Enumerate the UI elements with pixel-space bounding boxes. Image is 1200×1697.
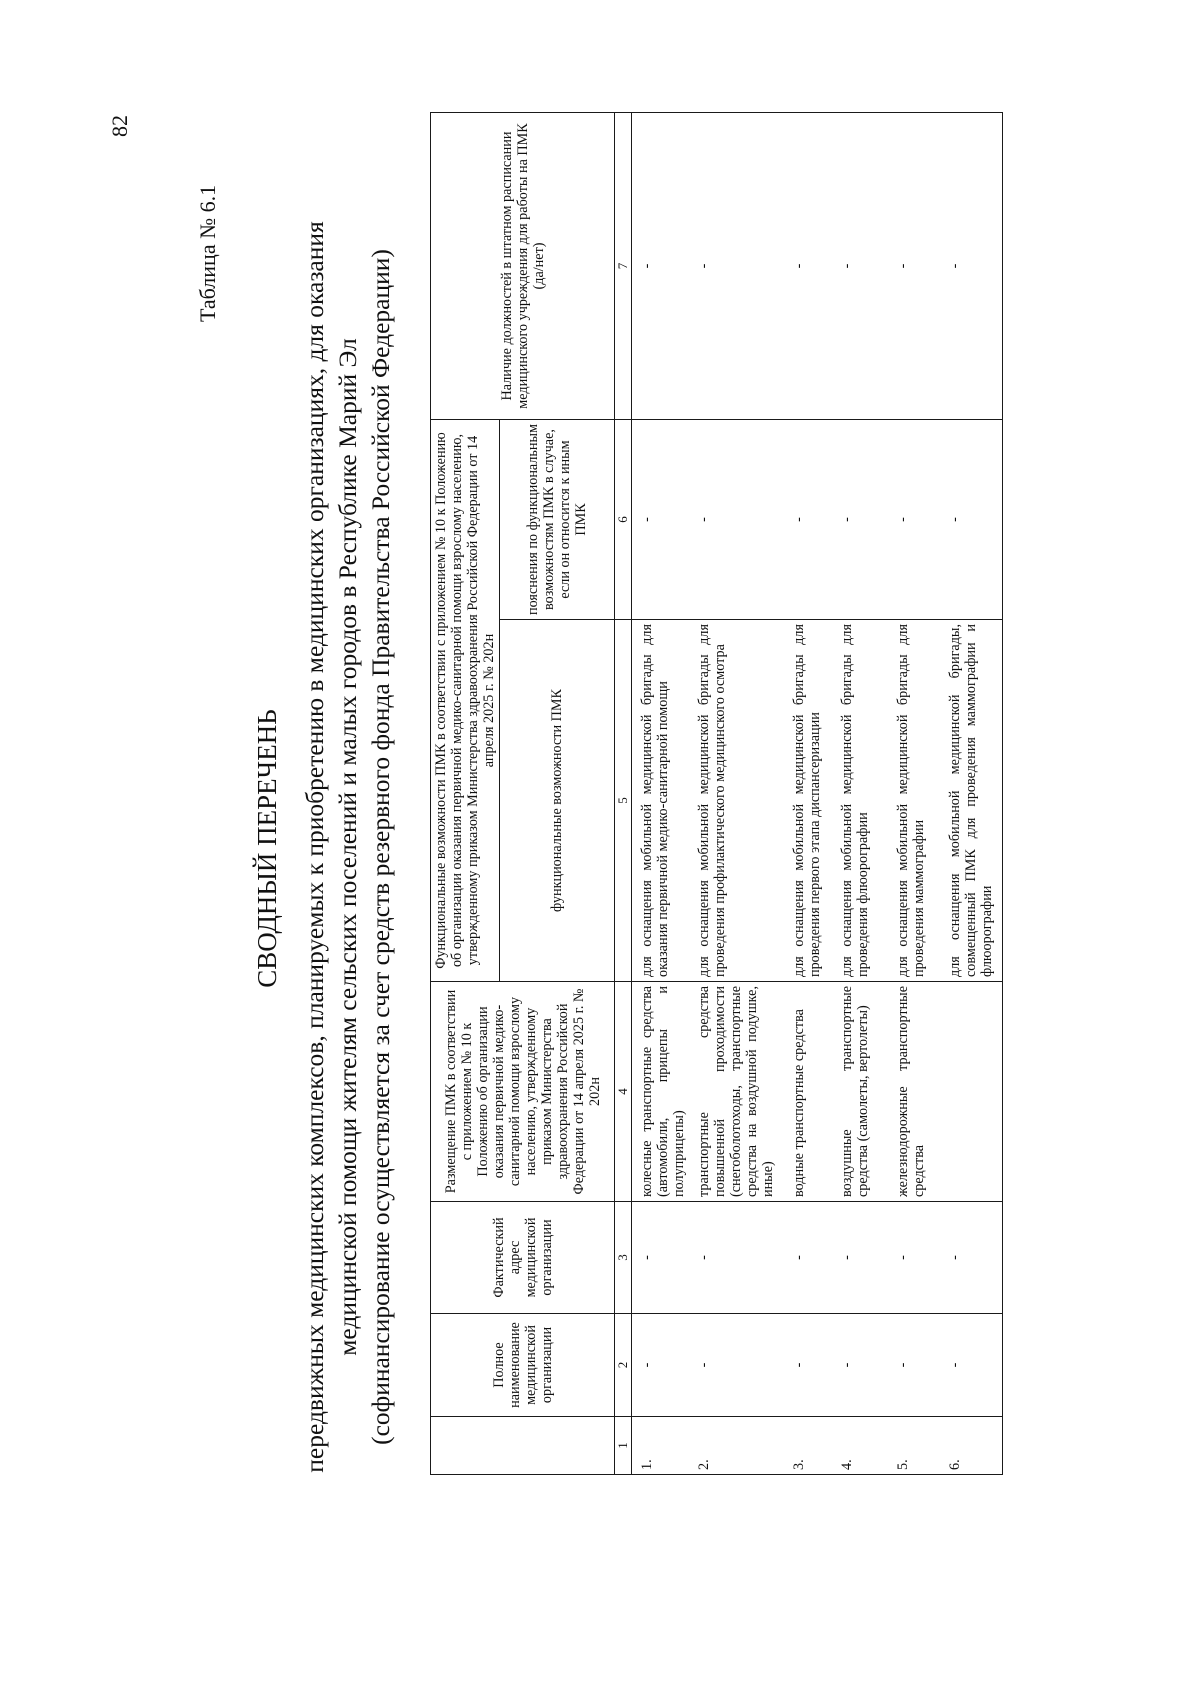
placement-cell: транспортные средства повышенной проходимости (снегоболотоходы, транспортные средства на воздушной подушке, иные) — [689, 982, 784, 1202]
staff-cell: - — [689, 113, 784, 420]
staff-cell: - — [940, 113, 1002, 420]
row-number: 1. — [632, 1417, 690, 1475]
table-row — [632, 113, 690, 1475]
header-staff: Наличие должностей в штатном расписании медицинского учреждения для работы на ПМК (да/нет) — [431, 113, 615, 420]
org-name-cell: - — [940, 1314, 1002, 1417]
address-cell: - — [689, 1202, 784, 1314]
notes-cell: - — [689, 420, 784, 620]
placement-cell: железнодорожные транспортные средства — [888, 982, 940, 1202]
org-name-cell: - — [832, 1314, 888, 1417]
document-title: СВОДНЫЙ ПЕРЕЧЕНЬ — [252, 709, 282, 988]
function-cell: для оснащения мобильной медицинской бригады для проведения профилактического медицинского осмотра — [689, 620, 784, 982]
column-number: 4 — [615, 982, 632, 1202]
address-cell: - — [940, 1202, 1002, 1314]
address-cell: - — [832, 1202, 888, 1314]
placement-cell — [940, 982, 1002, 1202]
header-functions: функциональные возможности ПМК — [500, 620, 615, 982]
column-number: 7 — [615, 113, 632, 420]
function-cell: для оснащения мобильной медицинской бригады для проведения первого этапа диспансеризации — [784, 620, 832, 982]
org-name-cell: - — [888, 1314, 940, 1417]
subtitle-line: (софинансирование осуществляется за счет средств резервного фонда Правительства Российской Федерации) — [366, 249, 395, 1445]
subtitle-line: медицинской помощи жителям сельских поселений и малых городов в Республике Марий Эл — [333, 338, 362, 1356]
placement-cell: водные транспортные средства — [784, 982, 832, 1202]
function-cell: для оснащения мобильной медицинской бригады для проведения флюорографии — [832, 620, 888, 982]
table-row — [784, 113, 832, 1475]
notes-cell: - — [832, 420, 888, 620]
function-cell: для оснащения мобильной медицинской бригады, совмещенный ПМК для проведения маммографии и флюорографии — [940, 620, 1002, 982]
row-number: 4. — [832, 1417, 888, 1475]
column-number: 2 — [615, 1314, 632, 1417]
function-cell: для оснащения мобильной медицинской бригады для проведения маммографии — [888, 620, 940, 982]
row-number: 6. — [940, 1417, 1002, 1475]
address-cell: - — [888, 1202, 940, 1314]
header-org-name: Полное наименование медицинской организации — [431, 1314, 615, 1417]
staff-cell: - — [632, 113, 690, 420]
table-row — [689, 113, 784, 1475]
address-cell: - — [784, 1202, 832, 1314]
header-address: Фактический адрес медицинской организации — [431, 1202, 615, 1314]
staff-cell: - — [888, 113, 940, 420]
subtitle-line: передвижных медицинских комплексов, планируемых к приобретению в медицинских организациях, для оказания — [300, 221, 329, 1473]
column-number: 6 — [615, 420, 632, 620]
org-name-cell: - — [689, 1314, 784, 1417]
notes-cell: - — [632, 420, 690, 620]
header-functions-group: Функциональные возможности ПМК в соответствии с приложением № 10 к Положению об организации оказания первичной медико-санитарной помощи взрослому населению, утвержденному приказом Министерства здравоохранения Российской Федерации от 14 апреля 2025 г. № 202н — [431, 420, 500, 982]
staff-cell: - — [784, 113, 832, 420]
row-number: 2. — [689, 1417, 784, 1475]
header-notes: пояснения по функциональным возможностям ПМК в случае, если он относится к иным ПМК — [500, 420, 615, 620]
header-placement: Размещение ПМК в соответствии с приложением № 10 к Положению об организации оказания первичной медико-санитарной помощи взрослому населению, утвержденному приказом Министерства здравоохранения Российской Федерации от 14 апреля 2025 г. № 202н — [431, 982, 615, 1202]
staff-cell: - — [832, 113, 888, 420]
org-name-cell: - — [784, 1314, 832, 1417]
table-row — [832, 113, 888, 1475]
header-col1 — [431, 1417, 615, 1475]
table-label: Таблица № 6.1 — [195, 184, 220, 322]
page-number: 82 — [107, 115, 132, 137]
function-cell: для оснащения мобильной медицинской бригады для оказания первичной медико-санитарной помощи — [632, 620, 690, 982]
notes-cell: - — [888, 420, 940, 620]
document-subtitle — [298, 117, 397, 1577]
table-row — [888, 113, 940, 1475]
notes-cell: - — [784, 420, 832, 620]
table-row — [940, 113, 1002, 1475]
placement-cell: воздушные транспортные средства (самолеты, вертолеты) — [832, 982, 888, 1202]
row-number: 5. — [888, 1417, 940, 1475]
placement-cell: колесные транспортные средства (автомобили, прицепы и полуприцепы) — [632, 982, 690, 1202]
column-number: 5 — [615, 620, 632, 982]
org-name-cell: - — [632, 1314, 690, 1417]
column-number: 3 — [615, 1202, 632, 1314]
notes-cell: - — [940, 420, 1002, 620]
column-number: 1 — [615, 1417, 632, 1475]
row-number: 3. — [784, 1417, 832, 1475]
address-cell: - — [632, 1202, 690, 1314]
pmk-summary-table — [430, 112, 1003, 1475]
